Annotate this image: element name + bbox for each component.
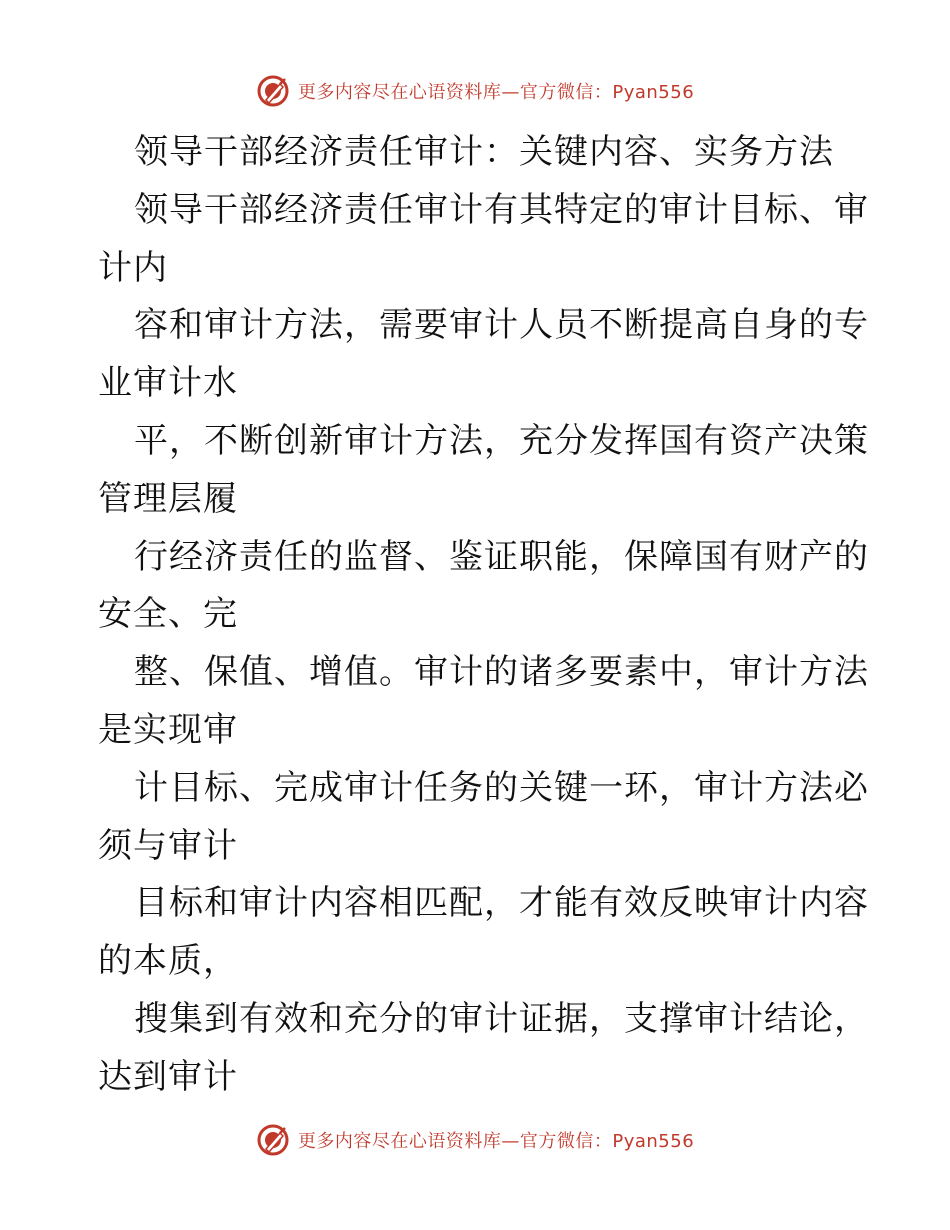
pen-seal-logo-icon [256,1123,290,1157]
document-body [98,124,869,1107]
header-banner [0,74,950,108]
paragraph-line: 安全、完 [98,594,238,635]
paragraph-line: 领导干部经济责任审计有其特定的审计目标、审 [134,189,869,230]
header-banner-text: 更多内容尽在心语资料库—官方微信：Pyan556 [297,82,695,103]
paragraph-line: 达到审计 [98,1056,238,1097]
paragraph-line: 管理层履 [98,478,238,519]
pen-seal-logo-icon [256,74,290,108]
paragraph-line: 搜集到有效和充分的审计证据，支撑审计结论， [134,998,869,1039]
paragraph-line: 计目标、完成审计任务的关键一环，审计方法必 [134,767,869,808]
document-title: 领导干部经济责任审计：关键内容、实务方法 [134,132,834,172]
paragraph-line: 整、保值、增值。审计的诸多要素中，审计方法 [134,652,869,693]
paragraph-line: 容和审计方法，需要审计人员不断提高自身的专 [134,305,869,346]
paragraph-line: 行经济责任的监督、鉴证职能，保障国有财产的 [134,536,869,577]
paragraph-line: 计内 [98,247,168,288]
paragraph-line: 的本质， [98,941,238,982]
paragraph-line: 须与审计 [98,825,238,866]
paragraph-line: 业审计水 [98,363,238,404]
footer-banner [0,1123,950,1157]
footer-banner-text: 更多内容尽在心语资料库—官方微信：Pyan556 [297,1131,695,1152]
paragraph-line: 是实现审 [98,709,238,750]
paragraph-line: 目标和审计内容相匹配，才能有效反映审计内容 [134,883,869,924]
paragraph-line: 平，不断创新审计方法，充分发挥国有资产决策 [134,420,869,461]
